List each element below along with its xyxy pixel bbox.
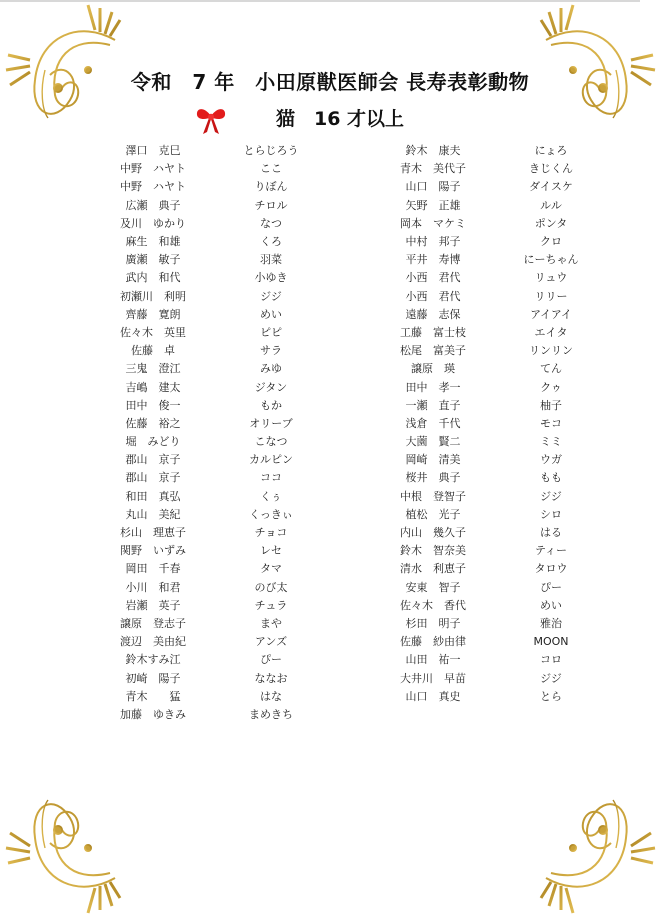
list-item (108, 177, 326, 195)
owner-name: 佐藤 裕之 (125, 416, 181, 430)
owner-name: 関野 いずみ (120, 544, 186, 558)
list-item (108, 323, 326, 341)
pet-name: チョコ (254, 526, 288, 540)
list-item (388, 541, 606, 559)
list-item (388, 487, 606, 505)
pet-name: くろ (260, 235, 282, 249)
list-item (108, 559, 326, 577)
owner-name: 松尾 富美子 (400, 344, 466, 358)
list-item (388, 177, 606, 195)
list-item (388, 359, 606, 377)
owner-name: 鈴木 康夫 (405, 144, 461, 158)
pet-name: めい (260, 307, 282, 321)
owner-name: 小川 和君 (125, 580, 181, 594)
owner-name: 山田 祐一 (405, 653, 461, 667)
pet-name: ジジ (260, 289, 282, 303)
list-item (388, 141, 606, 159)
pet-name: 雅治 (540, 616, 562, 630)
list-item (108, 305, 326, 323)
list-item (388, 305, 606, 323)
pet-name: くっきぃ (249, 507, 293, 521)
list-item (388, 341, 606, 359)
pet-name: ジジ (540, 489, 562, 503)
list-item (388, 668, 606, 686)
pet-name: ぴー (260, 653, 282, 667)
owner-name: 武内 和代 (125, 271, 181, 285)
pet-name: サラ (260, 344, 282, 358)
pet-name: ジタン (254, 380, 288, 394)
owner-name: 中野 ハヤト (120, 162, 186, 176)
owner-name: 小西 君代 (405, 289, 461, 303)
list-item (108, 396, 326, 414)
list-item (388, 432, 606, 450)
owner-name: 澤口 克巳 (125, 144, 181, 158)
list-item (108, 214, 326, 232)
owner-name: 廣瀬 敏子 (125, 253, 181, 267)
pet-name: エイタ (534, 325, 568, 339)
owner-name: 佐藤 卓 (131, 344, 175, 358)
ribbon-bow-icon (194, 104, 228, 136)
list-item (108, 668, 326, 686)
list-item (108, 596, 326, 614)
pet-name: 羽菜 (260, 253, 282, 267)
pet-name: ポンタ (534, 216, 568, 230)
pet-name: まめきち (249, 707, 293, 721)
pet-name: タマ (260, 562, 282, 576)
owner-name: 佐々木 香代 (400, 598, 466, 612)
list-item (388, 505, 606, 523)
pet-name: まや (260, 616, 282, 630)
pet-name: 柚子 (540, 398, 562, 412)
list-item (108, 250, 326, 268)
owner-name: 和田 真弘 (125, 489, 181, 503)
list-item (388, 687, 606, 705)
pet-name: ここ (260, 162, 282, 176)
pet-name: ウガ (540, 453, 562, 467)
owner-name: 杉山 理恵子 (120, 526, 186, 540)
pet-name: なつ (260, 216, 282, 230)
list-item (108, 432, 326, 450)
owner-name: 平井 寿博 (405, 253, 461, 267)
pet-name: ピピ (260, 325, 282, 339)
list-item (108, 705, 326, 723)
owner-name: 鈴木すみ江 (125, 653, 181, 667)
pet-name: にょろ (534, 144, 568, 158)
pet-name: てん (540, 362, 562, 376)
list-item (388, 232, 606, 250)
list-item (388, 396, 606, 414)
pet-name: レセ (260, 544, 282, 558)
list-item (388, 559, 606, 577)
list-item (388, 287, 606, 305)
owner-name: 及川 ゆかり (120, 216, 186, 230)
list-item (108, 487, 326, 505)
pet-name: ココ (260, 471, 282, 485)
list-item (388, 323, 606, 341)
owner-name: 三鬼 澄江 (125, 362, 181, 376)
list-item (388, 614, 606, 632)
list-item (388, 268, 606, 286)
list-item (108, 632, 326, 650)
list-item (108, 578, 326, 596)
owner-name: 佐々木 英里 (120, 325, 186, 339)
list-item (108, 359, 326, 377)
owner-name: 岡本 マケミ (400, 216, 466, 230)
pet-name: タロウ (534, 562, 568, 576)
owner-name: 岡崎 清美 (405, 453, 461, 467)
owner-name: 岩瀬 英子 (125, 598, 181, 612)
owner-name: 小西 君代 (405, 271, 461, 285)
pet-name: モコ (540, 416, 562, 430)
honoree-list-left (108, 141, 326, 723)
owner-name: 渡辺 美由紀 (120, 635, 186, 649)
owner-name: 大井川 早苗 (400, 671, 466, 685)
owner-name: 杉田 明子 (405, 616, 461, 630)
owner-name: 堀 みどり (125, 435, 181, 449)
owner-name: 佐藤 紗由律 (400, 635, 466, 649)
list-item (388, 159, 606, 177)
pet-name: とらじろう (243, 144, 299, 158)
pet-name: クロ (540, 235, 562, 249)
list-item (388, 377, 606, 395)
pet-name: みゆ (260, 362, 282, 376)
pet-name: リリー (534, 289, 568, 303)
pet-name: ダイスケ (529, 180, 573, 194)
owner-name: 初崎 陽子 (125, 671, 181, 685)
pet-name: ジジ (540, 671, 562, 685)
list-item (388, 214, 606, 232)
list-item (108, 232, 326, 250)
owner-name: 中野 ハヤト (120, 180, 186, 194)
pet-name: ルル (540, 198, 562, 212)
owner-name: 譲原 登志子 (120, 616, 186, 630)
owner-name: 麻生 和雄 (125, 235, 181, 249)
list-item (108, 414, 326, 432)
pet-name: チロル (254, 198, 288, 212)
owner-name: 譲原 瑛 (411, 362, 455, 376)
pet-name: はる (540, 526, 562, 540)
list-item (388, 414, 606, 432)
pet-name: カルピン (249, 453, 293, 467)
owner-name: 田中 俊一 (125, 398, 181, 412)
owner-name: 青木 猛 (125, 689, 181, 703)
owner-name: 山口 真史 (405, 689, 461, 703)
list-item (108, 159, 326, 177)
pet-name: ミミ (540, 435, 562, 449)
list-item (108, 614, 326, 632)
pet-name: 小ゆき (254, 271, 288, 285)
pet-name: アンズ (254, 635, 288, 649)
owner-name: 遠藤 志保 (405, 307, 461, 321)
pet-name: チュラ (254, 598, 288, 612)
owner-name: 矢野 正雄 (405, 198, 461, 212)
pet-name: シロ (540, 507, 562, 521)
owner-name: 内山 幾久子 (400, 526, 466, 540)
list-item (388, 578, 606, 596)
owner-name: 岡田 千春 (125, 562, 181, 576)
owner-name: 初瀬川 利明 (120, 289, 186, 303)
pet-name: こなつ (254, 435, 288, 449)
pet-name: クゥ (540, 380, 562, 394)
list-item (388, 250, 606, 268)
list-item (108, 287, 326, 305)
owner-name: 中村 邦子 (405, 235, 461, 249)
owner-name: 田中 孝一 (405, 380, 461, 394)
owner-name: 加藤 ゆきみ (120, 707, 186, 721)
owner-name: 清水 利恵子 (400, 562, 466, 576)
pet-name: リュウ (534, 271, 568, 285)
owner-name: 中根 登智子 (400, 489, 466, 503)
list-item (108, 196, 326, 214)
list-item (108, 687, 326, 705)
owner-name: 植松 光子 (405, 507, 461, 521)
pet-name: アイアイ (530, 307, 572, 321)
list-item (388, 650, 606, 668)
pet-name: リンリン (529, 344, 573, 358)
owner-name: 鈴木 智奈美 (400, 544, 466, 558)
list-item (388, 196, 606, 214)
list-item (108, 141, 326, 159)
list-item (108, 523, 326, 541)
pet-name: はな (260, 689, 282, 703)
pet-name: ティー (534, 544, 568, 558)
owner-name: 丸山 美紀 (125, 507, 181, 521)
owner-name: 一瀬 直子 (405, 398, 461, 412)
pet-name: とら (540, 689, 562, 703)
owner-name: 山口 陽子 (405, 180, 461, 194)
list-item (388, 468, 606, 486)
list-item (108, 468, 326, 486)
list-item (108, 650, 326, 668)
pet-name: のび太 (254, 580, 288, 594)
pet-name: ななお (254, 671, 288, 685)
owner-name: 郡山 京子 (125, 453, 181, 467)
owner-name: 浅倉 千代 (405, 416, 461, 430)
page-title: 令和 7 年 小田原獣医師会 長寿表彰動物 (130, 70, 530, 94)
owner-name: 大薗 賢二 (405, 435, 461, 449)
owner-name: 吉嶋 建太 (125, 380, 181, 394)
owner-name: 工藤 富士枝 (400, 325, 466, 339)
pet-name: MOON (533, 634, 569, 648)
list-item (108, 505, 326, 523)
page-subtitle: 猫 16 才以上 (275, 108, 405, 130)
pet-name: りぼん (254, 180, 288, 194)
pet-name: オリーブ (249, 416, 293, 430)
pet-name: にーちゃん (523, 253, 579, 267)
list-item (108, 341, 326, 359)
pet-name: もも (540, 471, 562, 485)
pet-name: くぅ (260, 489, 282, 503)
list-item (108, 377, 326, 395)
owner-name: 齊藤 寛朗 (125, 307, 181, 321)
pet-name: ぴー (540, 580, 562, 594)
owner-name: 青木 美代子 (400, 162, 466, 176)
pet-name: めい (540, 598, 562, 612)
list-item (388, 632, 606, 650)
honoree-list-right (388, 141, 606, 705)
list-item (388, 523, 606, 541)
list-item (388, 450, 606, 468)
list-item (108, 541, 326, 559)
list-item (108, 450, 326, 468)
owner-name: 広瀬 典子 (125, 198, 181, 212)
pet-name: コロ (540, 653, 562, 667)
owner-name: 郡山 京子 (125, 471, 181, 485)
pet-name: きじくん (529, 162, 573, 176)
owner-name: 桜井 典子 (405, 471, 461, 485)
list-item (388, 596, 606, 614)
list-item (108, 268, 326, 286)
owner-name: 安東 智子 (405, 580, 461, 594)
pet-name: もか (260, 398, 282, 412)
